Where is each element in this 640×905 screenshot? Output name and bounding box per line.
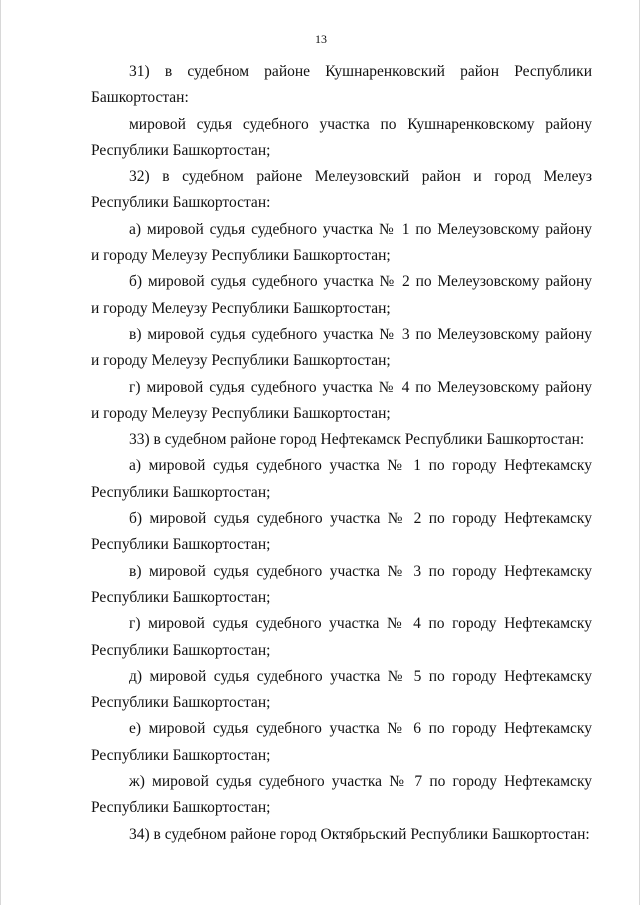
- paragraph-line: г) мировой судья судебного участка № 4 по Мелеузовскому району: [129, 378, 592, 396]
- paragraph-line: Республики Башкортостан;: [91, 588, 271, 606]
- paragraph-line: и городу Мелеузу Республики Башкортостан;: [91, 352, 391, 370]
- paragraph: [91, 559, 592, 612]
- paragraph-line: а) мировой судья судебного участка № 1 по городу Нефтекамску: [129, 457, 592, 475]
- paragraph-line: Республики Башкортостан;: [91, 141, 271, 159]
- paragraph-line: б) мировой судья судебного участка № 2 по городу Нефтекамску: [129, 510, 592, 528]
- paragraph: [91, 217, 592, 270]
- paragraph: [91, 716, 592, 769]
- paragraph: [91, 611, 592, 664]
- paragraph-line: 32) в судебном районе Мелеузовский район и город Мелеуз: [129, 168, 592, 186]
- paragraph: [91, 375, 592, 428]
- paragraph-line: мировой судья судебного участка по Кушнаренковскому району: [129, 115, 592, 133]
- paragraph-line: б) мировой судья судебного участка № 2 по Мелеузовскому району: [129, 273, 592, 291]
- paragraph: [91, 112, 592, 165]
- paragraph-line: 31) в судебном районе Кушнаренковский район Республики: [129, 63, 592, 80]
- paragraph-line: и городу Мелеузу Республики Башкортостан;: [91, 247, 391, 265]
- paragraph-line: и городу Мелеузу Республики Башкортостан;: [91, 299, 391, 317]
- paragraph: [91, 453, 592, 506]
- paragraph-line: а) мировой судья судебного участка № 1 по Мелеузовскому району: [129, 220, 592, 238]
- paragraph-line: Республики Башкортостан:: [91, 194, 271, 212]
- paragraph-line: ж) мировой судья судебного участка № 7 по городу Нефтекамску: [129, 773, 592, 791]
- paragraph-line: в) мировой судья судебного участка № 3 по городу Нефтекамску: [129, 562, 592, 580]
- paragraph: [91, 769, 592, 822]
- paragraph: [91, 59, 592, 112]
- paragraph-line: Республики Башкортостан;: [91, 694, 271, 712]
- paragraph: [91, 822, 592, 848]
- paragraph-line: 34) в судебном районе город Октябрьский Республики Башкортостан:: [129, 825, 590, 843]
- paragraph: [91, 506, 592, 559]
- paragraph: [91, 322, 592, 375]
- paragraph: [91, 664, 592, 717]
- paragraph: [91, 164, 592, 217]
- paragraph-line: Башкортостан:: [91, 89, 189, 107]
- paragraph-line: Республики Башкортостан;: [91, 746, 271, 764]
- paragraph-line: и городу Мелеузу Республики Башкортостан;: [91, 404, 391, 422]
- paragraph-line: г) мировой судья судебного участка № 4 по городу Нефтекамску: [129, 615, 592, 633]
- paragraph-line: в) мировой судья судебного участка № 3 по Мелеузовскому району: [129, 325, 592, 343]
- paragraph-line: Республики Башкортостан;: [91, 536, 271, 554]
- paragraph-line: Республики Башкортостан;: [91, 799, 271, 817]
- paragraph-line: Республики Башкортостан;: [91, 483, 271, 501]
- paragraph-line: д) мировой судья судебного участка № 5 по городу Нефтекамску: [129, 667, 592, 685]
- paragraph-line: 33) в судебном районе город Нефтекамск Республики Башкортостан:: [129, 431, 585, 449]
- paragraph: [91, 269, 592, 322]
- paragraph-line: е) мировой судья судебного участка № 6 по городу Нефтекамску: [129, 720, 592, 738]
- document-body: [91, 59, 592, 848]
- paragraph: [91, 427, 592, 453]
- page-number: 13: [315, 32, 327, 46]
- paragraph-line: Республики Башкортостан;: [91, 641, 271, 659]
